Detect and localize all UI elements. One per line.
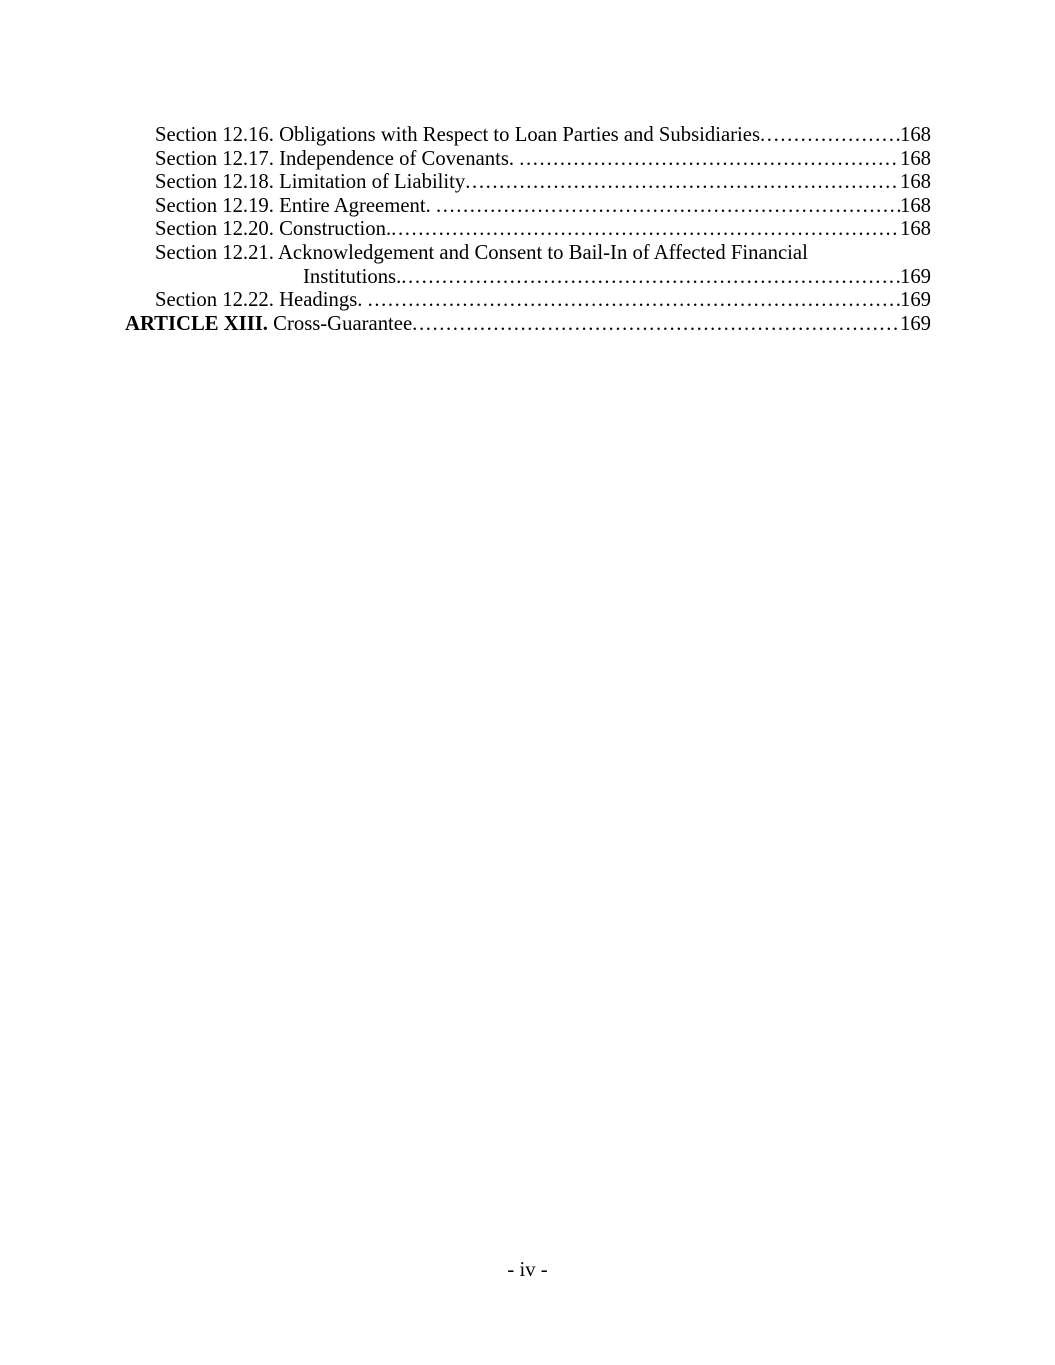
toc-page-number: 168 [899,218,931,241]
article-number-label: ARTICLE XIII. [125,312,268,335]
dot-leader [391,218,900,242]
toc-row [125,266,931,290]
toc-page-number: 169 [899,265,931,288]
toc-entry-label: Institutions. [303,265,402,288]
toc-entry-label: Section 12.17. Independence of Covenants. [155,147,520,170]
toc-entry-label: Section 12.22. Headings. [155,289,368,312]
dot-leader [412,313,900,337]
dot-leader [436,195,900,219]
toc-entry-label: Section 12.21. Acknowledgement and Consent to Bail-In of Affected Financial [155,241,808,264]
toc-row [125,289,931,313]
dot-leader [519,148,900,172]
toc-entry-label: Section 12.16. Obligations with Respect to Loan Parties and Subsidiaries [155,124,761,146]
dot-leader [760,124,900,148]
toc-page-number: 168 [899,171,931,194]
toc-page-number: 168 [899,124,931,146]
toc-row [125,171,931,195]
toc-entry-label: Cross-Guarantee [267,312,413,335]
page-number-label: - iv - [507,1259,548,1281]
toc-row [125,218,931,242]
toc-page-number: 168 [899,194,931,217]
toc-row [125,195,931,219]
toc-entry-label: Section 12.18. Limitation of Liability [155,171,466,194]
dot-leader [368,289,900,313]
toc-row [125,242,931,266]
toc-row [125,148,931,172]
dot-leader [401,266,900,290]
toc-page-number: 169 [899,289,931,312]
toc-page-number: 168 [899,147,931,170]
dot-leader [465,171,900,195]
toc-page-number: 169 [899,312,931,335]
toc-entry-label: Section 12.19. Entire Agreement. [155,194,436,217]
toc-entry-label: Section 12.20. Construction. [155,218,392,241]
toc-row [125,124,931,148]
toc-row [125,313,931,337]
table-of-contents [125,124,931,336]
page-footer [0,1259,1055,1283]
